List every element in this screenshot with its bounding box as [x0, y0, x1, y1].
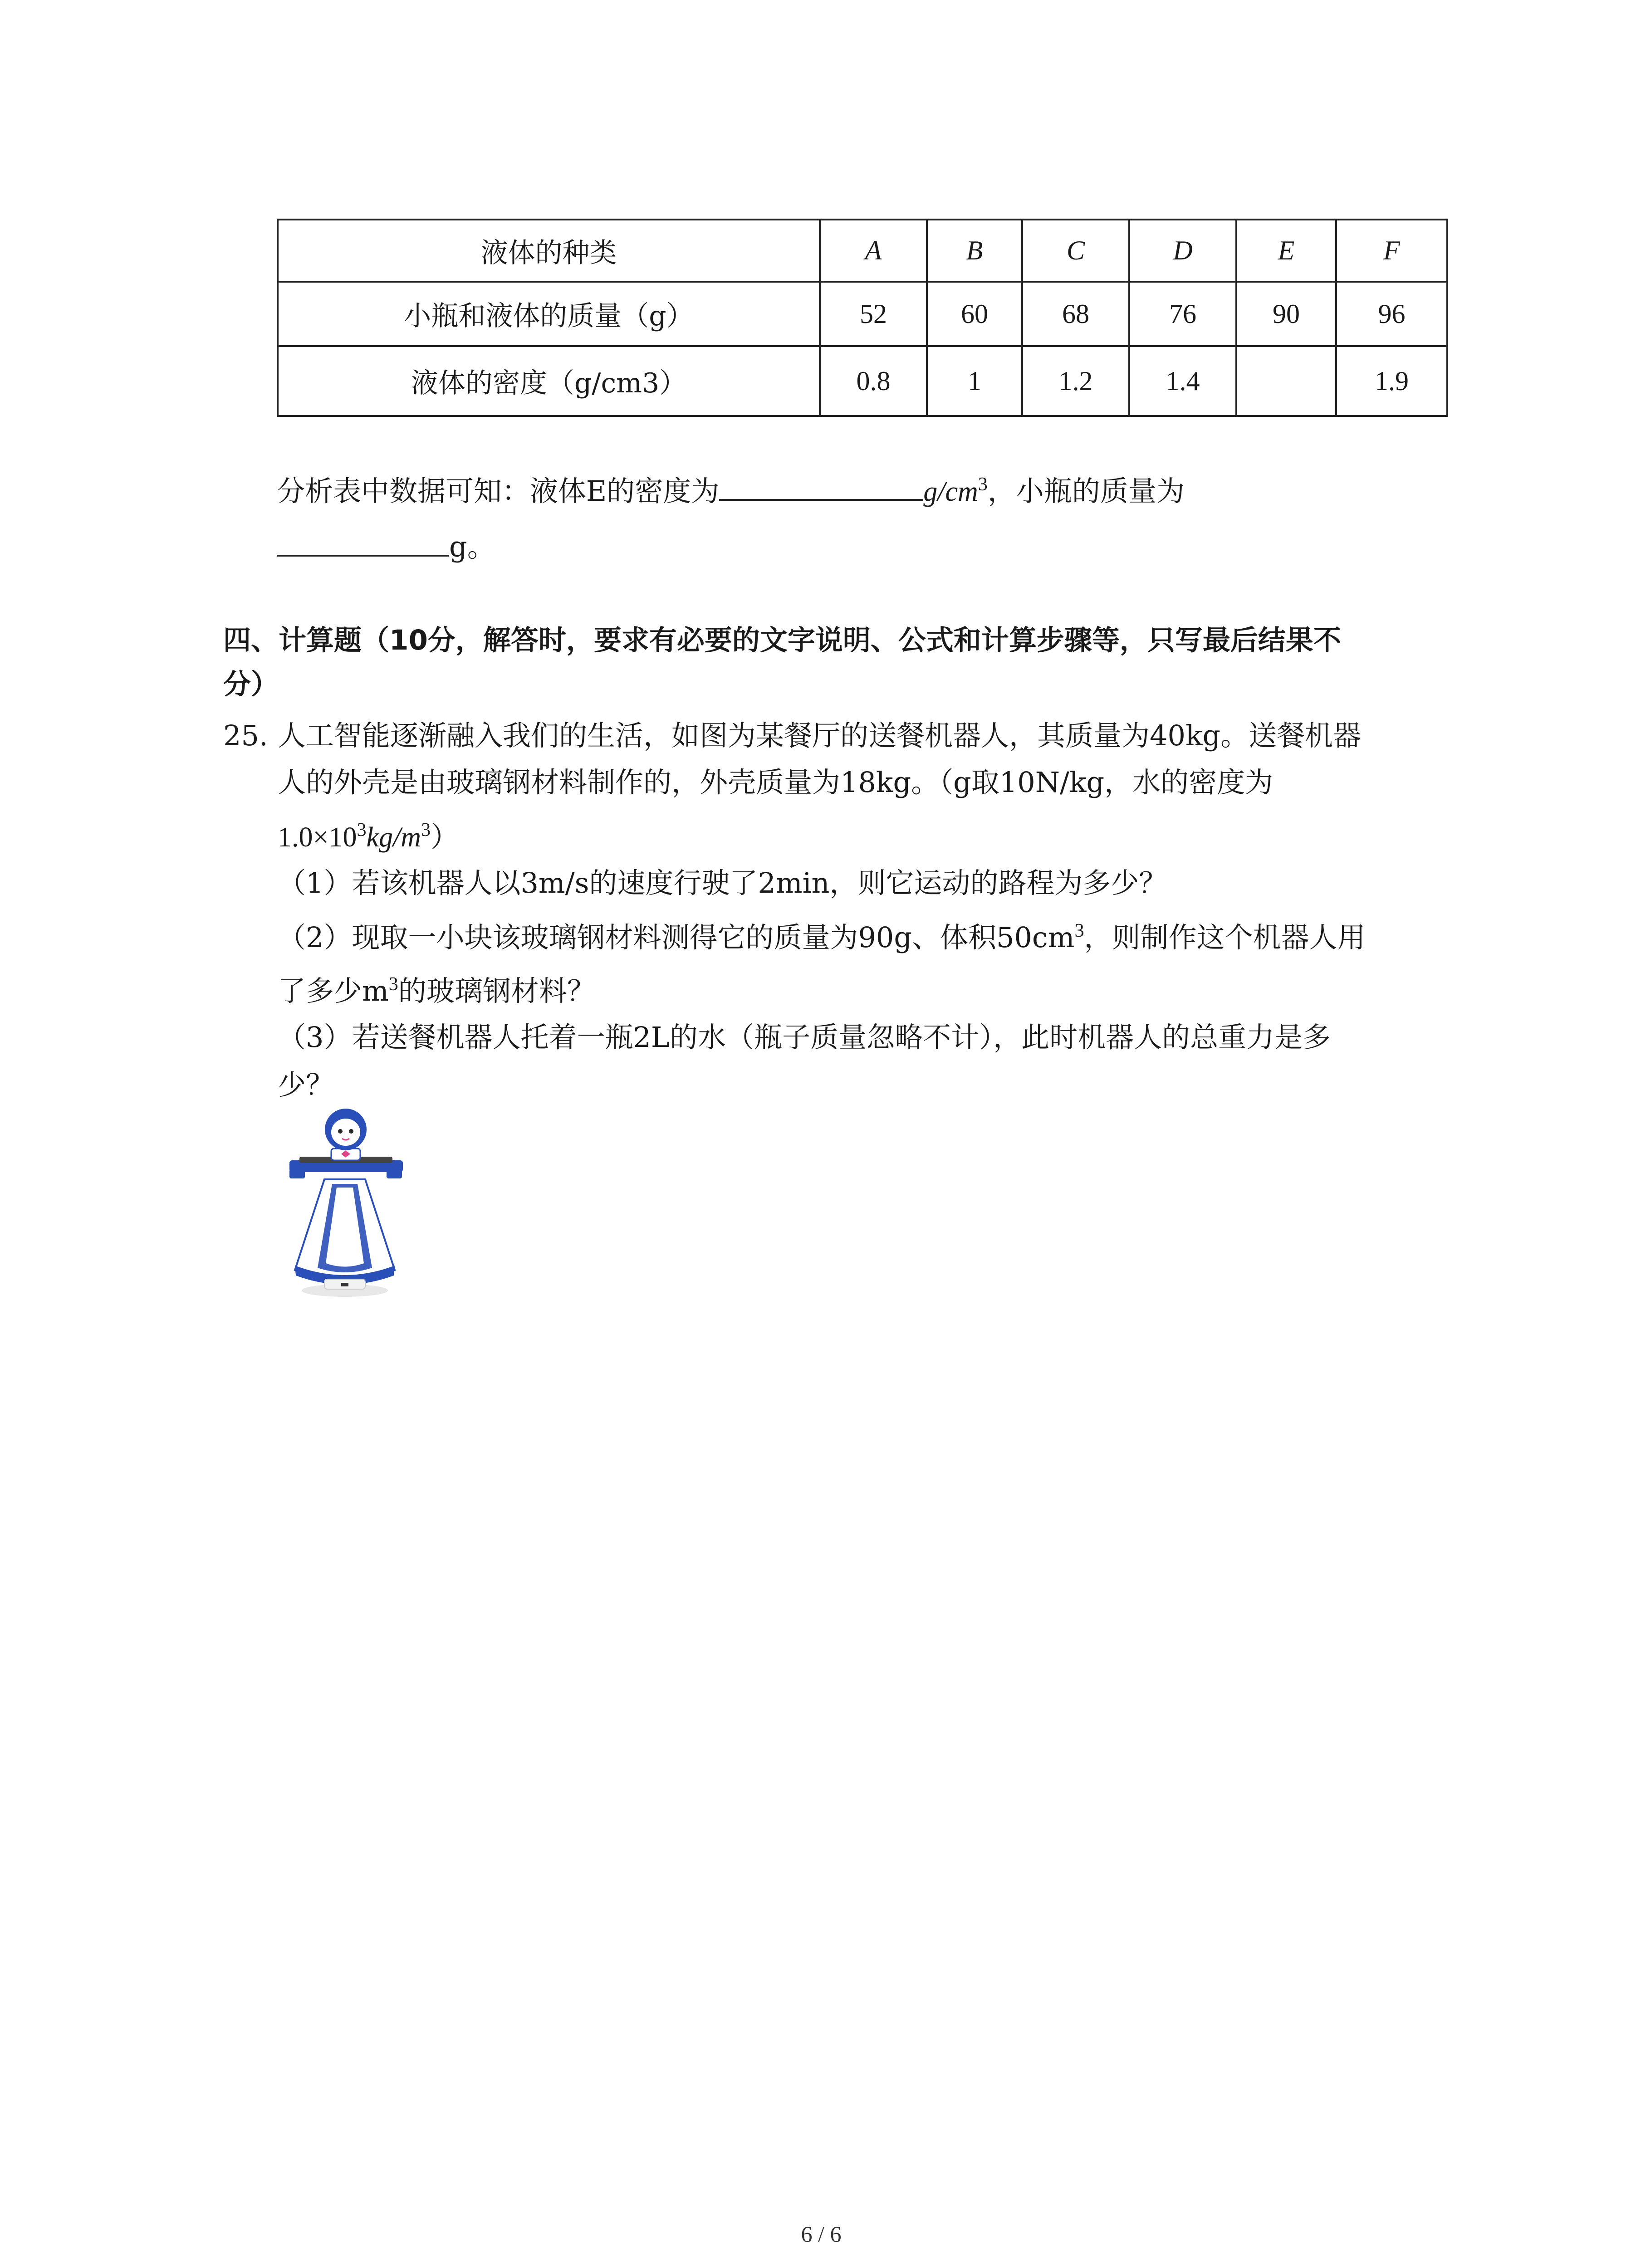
- table-cell: 1: [927, 346, 1022, 416]
- table-row-label: 小瓶和液体的质量（g）: [278, 282, 820, 346]
- table-cell: 1.4: [1129, 346, 1236, 416]
- table-row: [278, 282, 1447, 346]
- section-heading-cont: 分）: [223, 668, 279, 700]
- section-heading: 四、计算题（10分，解答时，要求有必要的文字说明、公式和计算步骤等，只写最后结果不: [223, 624, 1341, 656]
- page-number: 6 / 6: [801, 2221, 842, 2247]
- question-stem-line: 人的外壳是由玻璃钢材料制作的，外壳质量为18kg。（g取10N/kg，水的密度为: [278, 766, 1274, 799]
- table-cell: E: [1236, 220, 1336, 282]
- analysis-line: 分析表中数据可知：液体E的密度为 $g/cm^3$，小瓶的质量为: [277, 472, 1185, 508]
- table-cell: 52: [820, 282, 927, 346]
- table-cell: 96: [1336, 282, 1447, 346]
- question-number: 25.: [223, 719, 268, 752]
- question-part-2-cont: 了多少$m^3$的玻璃钢材料？: [278, 973, 595, 1007]
- table-cell: 90: [1236, 282, 1336, 346]
- table-cell: F: [1336, 220, 1447, 282]
- table-cell: B: [927, 220, 1022, 282]
- table-cell: 76: [1129, 282, 1236, 346]
- question-part-3: （3）若送餐机器人托着一瓶2L的水（瓶子质量忽略不计），此时机器人的总重力是多: [278, 1021, 1331, 1054]
- question-stem-line: $1.0\times 10^3kg/m^3$）: [278, 819, 459, 853]
- table-cell: A: [820, 220, 927, 282]
- table-cell-empty: [1236, 346, 1336, 416]
- analysis-line-2: g。: [277, 528, 495, 564]
- question-part-1: （1）若该机器人以3m/s的速度行驶了2min，则它运动的路程为多少？: [278, 866, 1167, 899]
- table-row: [278, 220, 1447, 282]
- table-cell: 68: [1022, 282, 1129, 346]
- table-cell: D: [1129, 220, 1236, 282]
- question-part-3-cont: 少？: [278, 1068, 334, 1101]
- question-stem-line: 人工智能逐渐融入我们的生活，如图为某餐厅的送餐机器人，其质量为40kg。送餐机器: [278, 719, 1362, 752]
- table-cell: 60: [927, 282, 1022, 346]
- table-cell: 1.9: [1336, 346, 1447, 416]
- answer-blank-density[interactable]: [719, 472, 923, 501]
- delivery-robot-illustration: [281, 1107, 413, 1302]
- table-cell: 1.2: [1022, 346, 1129, 416]
- table-header-label: 液体的种类: [278, 220, 820, 282]
- table-cell: C: [1022, 220, 1129, 282]
- question-part-2: （2）现取一小块该玻璃钢材料测得它的质量为90g、体积$50cm^3$，则制作这个机器人用: [278, 919, 1366, 954]
- answer-blank-bottle-mass[interactable]: [277, 528, 449, 557]
- table-row: [278, 346, 1447, 416]
- table-cell: 0.8: [820, 346, 927, 416]
- liquid-data-table: [277, 219, 1448, 417]
- table-row-label: 液体的密度（g/cm3）: [278, 346, 820, 416]
